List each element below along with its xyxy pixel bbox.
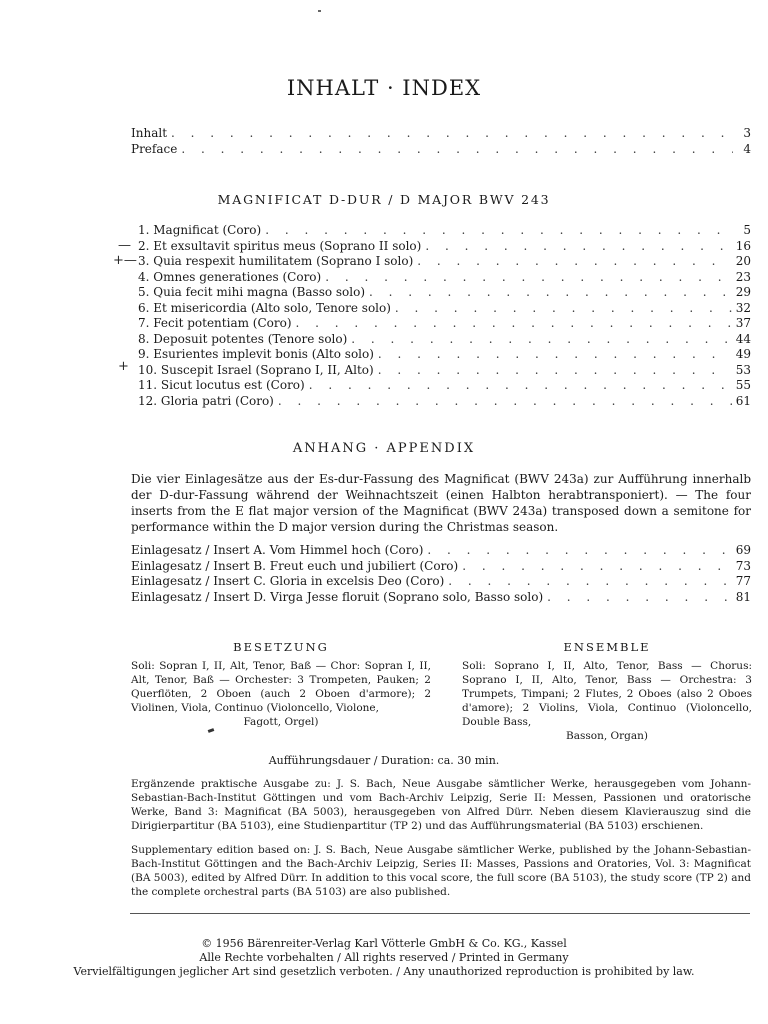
toc-entry-label: 11. Sicut locutus est (Coro) — [138, 378, 305, 392]
page-title: INHALT · INDEX — [286, 76, 482, 100]
toc-entry-page: 44 — [735, 331, 751, 346]
toc-entry-label: 8. Deposuit potentes (Tenore solo) — [138, 331, 348, 346]
print-speck — [208, 728, 215, 733]
appendix-intro: Die vier Einlagesätze aus der Es-dur-Fassung des Magnificat (BWV 243a) zur Aufführung innerhalb der D-dur-Fassung während der Weihnachtszeit (einen Halbton herabtransponiert). — The four inserts from the E flat major version of the Magnificat (BWV 243a) transposed down a semitone for performance within the D major version during the Christmas season. — [131, 472, 751, 534]
toc-entry-label: 12. Gloria patri (Coro) — [138, 393, 274, 408]
margin-mark: + — [118, 359, 129, 374]
toc-entry-label: 10. Suscepit Israel (Soprano I, II, Alto) — [138, 362, 374, 377]
toc-entry-label: Einlagesatz / Insert B. Freut euch und jubiliert (Coro) — [131, 558, 459, 573]
toc-entry-page: 29 — [735, 285, 751, 299]
toc-entry — [138, 378, 751, 393]
leader-dots — [462, 559, 732, 574]
leader-dots — [296, 316, 732, 331]
duration-line: Aufführungsdauer / Duration: ca. 30 min. — [268, 754, 500, 767]
toc-entry-page: 23 — [735, 269, 751, 284]
toc-entry-page: 81 — [735, 589, 751, 604]
toc-entry — [138, 332, 751, 347]
besetzung-heading: BESETZUNG — [233, 640, 329, 654]
toc-entry-page: 49 — [735, 347, 751, 361]
footer-divider — [130, 913, 750, 914]
toc-entry — [138, 254, 751, 269]
print-speck — [318, 10, 321, 12]
toc-entry-label: 4. Omnes generationes (Coro) — [138, 269, 322, 284]
toc-entry-page: 53 — [735, 362, 751, 377]
toc-entry — [131, 142, 751, 157]
rights-line: Alle Rechte vorbehalten / All rights reserved / Printed in Germany — [199, 951, 569, 964]
toc-entry — [138, 270, 751, 285]
toc-entry-label: 1. Magnificat (Coro) — [138, 223, 262, 237]
besetzung-body: Soli: Sopran I, II, Alt, Tenor, Baß — Chor: Sopran I, II, Alt, Tenor, Baß — Orchester: 3 Trompeten, Pauken; 2 Querflöten, 2 Oboen (auch 2 Oboen d'armore); 2 Violinen, Viola, Continuo (Violoncello, Violone, — [131, 660, 431, 714]
german-edition-note: Ergänzende praktische Ausgabe zu: J. S. Bach, Neue Ausgabe sämtlicher Werke, herausgegeben vom Johann-Sebastian-Bach-Institut Göttingen und vom Bach-Archiv Leipzig, Serie II: Messen, Passionen und oratorische Werke, Band 3: Magnificat (BA 5003), herausgegeben von Alfred Dürr. Neben diesem Klavierauszug sind die Dirigierpartitur (BA 5103), eine Studienpartitur (TP 2) und das Aufführungsmaterial (BA 5103) erschienen. — [131, 778, 751, 832]
toc-entry-label: Einlagesatz / Insert C. Gloria in excelsis Deo (Coro) — [131, 574, 445, 588]
toc-entry — [131, 559, 751, 574]
toc-entry-label: 2. Et exsultavit spiritus meus (Soprano II solo) — [138, 238, 422, 253]
toc-entry-page: 77 — [735, 574, 751, 588]
toc-entry-page: 37 — [735, 316, 751, 330]
toc-entry-page: 61 — [735, 393, 751, 408]
toc-entry-page: 69 — [735, 543, 751, 557]
toc-entry-page: 73 — [735, 558, 751, 573]
margin-mark: — — [118, 238, 131, 253]
toc-entry-page: 20 — [735, 254, 751, 268]
toc-entry-page: 55 — [735, 378, 751, 392]
besetzung-last-line: Fagott, Orgel) — [243, 716, 319, 728]
toc-entry — [138, 223, 751, 238]
ensemble-text — [462, 659, 752, 743]
leader-dots — [378, 347, 732, 362]
margin-mark: +— — [113, 253, 137, 268]
toc-entry — [138, 285, 751, 300]
toc-entry — [138, 301, 751, 316]
toc-entry-label: 7. Fecit potentiam (Coro) — [138, 316, 292, 330]
toc-entry-label: 3. Quia respexit humilitatem (Soprano I solo) — [138, 254, 414, 268]
toc-entry — [131, 590, 751, 605]
leader-dots — [378, 363, 732, 378]
toc-entry-page: 32 — [735, 300, 751, 315]
toc-entry-page: 3 — [743, 126, 751, 140]
ensemble-last-line: Basson, Organ) — [566, 730, 648, 742]
toc-entry — [138, 316, 751, 331]
leader-dots — [425, 239, 731, 254]
toc-entry — [131, 126, 751, 141]
toc-entry — [131, 574, 751, 589]
leader-dots — [325, 270, 732, 285]
leader-dots — [265, 223, 733, 238]
leader-dots — [369, 285, 732, 300]
toc-entry-label: Einlagesatz / Insert A. Vom Himmel hoch (Coro) — [131, 543, 424, 557]
leader-dots — [181, 142, 733, 157]
toc-entry-label: 9. Esurientes implevit bonis (Alto solo) — [138, 347, 374, 361]
toc-entry-label: Einlagesatz / Insert D. Virga Jesse floruit (Soprano solo, Basso solo) — [131, 589, 544, 604]
ensemble-heading: ENSEMBLE — [563, 640, 651, 654]
toc-entry-label: Inhalt — [131, 126, 168, 140]
leader-dots — [448, 574, 731, 589]
toc-entry — [138, 239, 751, 254]
toc-entry-label: Preface — [131, 142, 178, 156]
leader-dots — [171, 126, 733, 141]
toc-entry-page: 16 — [735, 238, 751, 253]
magnificat-heading: MAGNIFICAT D-DUR / D MAJOR BWV 243 — [217, 192, 551, 207]
toc-entry-page: 5 — [743, 223, 751, 237]
leader-dots — [417, 254, 731, 269]
toc-entry — [138, 394, 751, 409]
english-edition-note: Supplementary edition based on: J. S. Bach, Neue Ausgabe sämtlicher Werke, published by the Johann-Sebastian-Bach-Institut Göttingen and the Bach-Archiv Leipzig, Series II: Masses, Passions and Oratories, Vol. 3: Magnificat (BA 5003), edited by Alfred Dürr. In addition to this vocal score, the full score (BA 5103), the study score (TP 2) and the complete orchestral parts (BA 5103) are also published. — [131, 844, 751, 898]
leader-dots — [395, 301, 732, 316]
toc-entry-page: 4 — [743, 142, 751, 156]
toc-entry — [138, 363, 751, 378]
leader-dots — [547, 590, 732, 605]
toc-entry-label: 6. Et misericordia (Alto solo, Tenore solo) — [138, 300, 391, 315]
copyright-line: © 1956 Bärenreiter-Verlag Karl Vötterle GmbH & Co. KG., Kassel — [201, 937, 567, 950]
ensemble-body: Soli: Soprano I, II, Alto, Tenor, Bass — Chorus: Soprano I, II, Alto, Tenor, Bass — Orchestra: 3 Trumpets, Timpani; 2 Flutes, 2 Oboes (also 2 Oboes d'amore); 2 Violins, Viola, Continuo (Violoncello, Double Bass, — [462, 660, 752, 728]
toc-entry — [138, 347, 751, 362]
appendix-heading: ANHANG · APPENDIX — [292, 441, 476, 456]
toc-entry — [131, 543, 751, 558]
leader-dots — [309, 378, 732, 393]
leader-dots — [278, 394, 732, 409]
toc-entry-label: 5. Quia fecit mihi magna (Basso solo) — [138, 285, 366, 299]
leader-dots — [351, 332, 731, 347]
reproduction-notice: Vervielfältigungen jeglicher Art sind gesetzlich verboten. / Any unauthorized reproduction is prohibited by law. — [73, 965, 695, 978]
besetzung-text — [131, 659, 431, 729]
leader-dots — [427, 543, 731, 558]
